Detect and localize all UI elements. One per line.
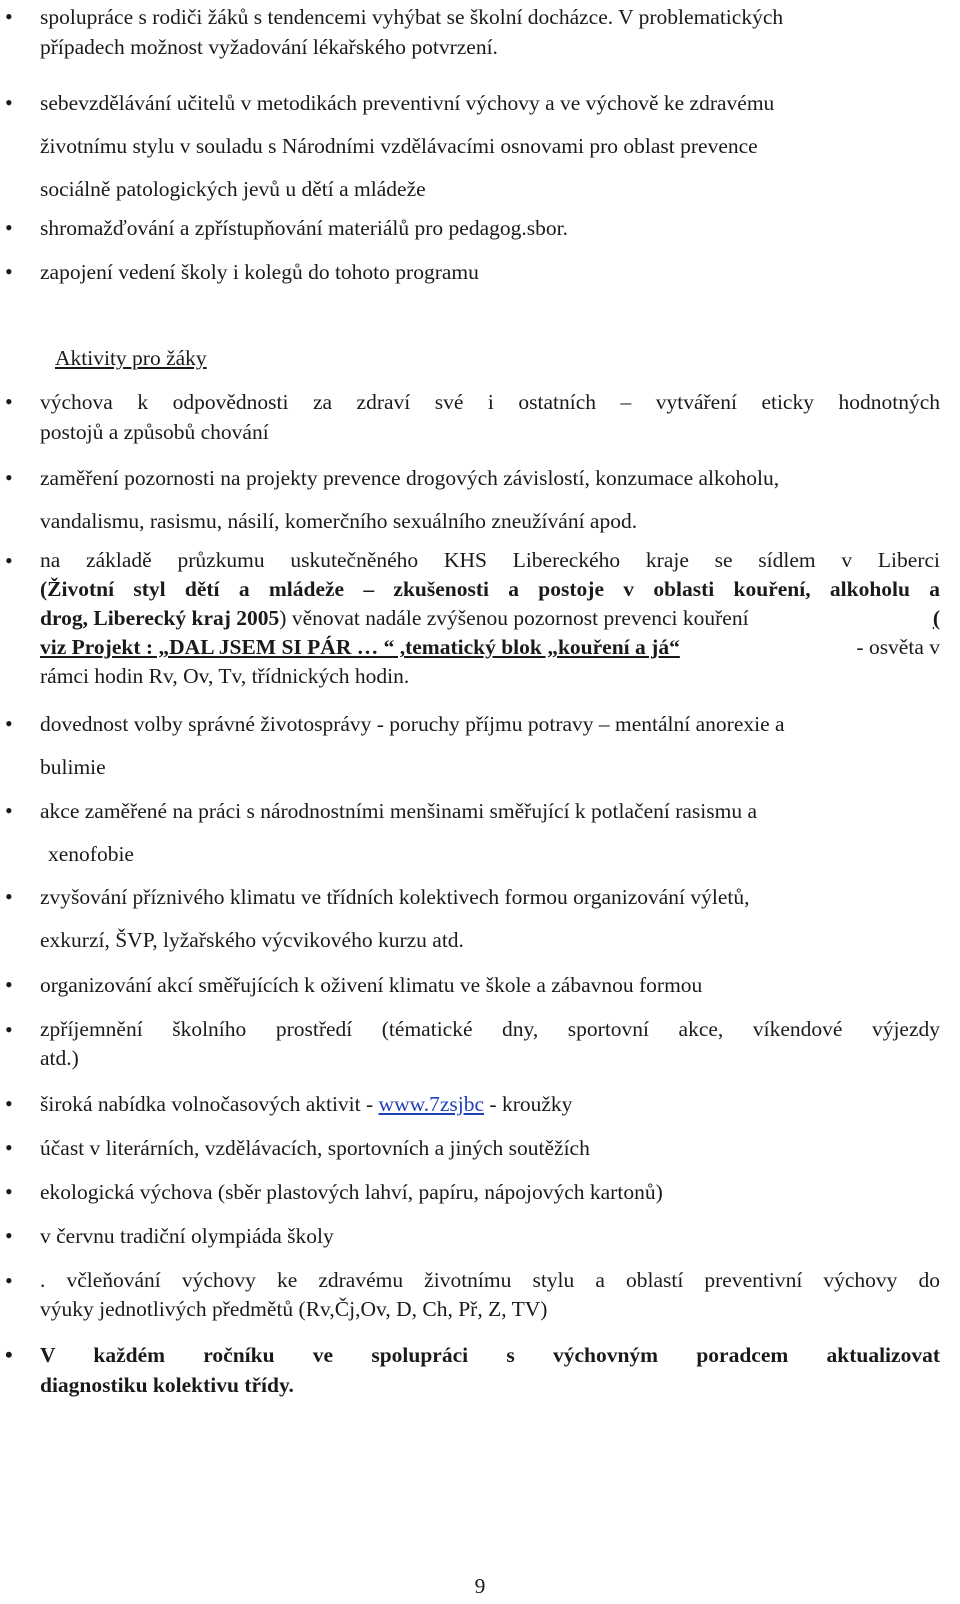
list-item-text: rámci hodin Rv, Ov, Tv, třídnických hodin. bbox=[40, 664, 410, 688]
bullet-icon: • bbox=[5, 711, 13, 736]
list-item-text: zapojení vedení školy i kolegů do tohoto programu bbox=[40, 260, 479, 284]
list-item-text: účast v literárních, vzdělávacích, sportovních a jiných soutěžích bbox=[40, 1136, 590, 1160]
list-item-text: ( bbox=[932, 606, 940, 630]
bullet-icon: • bbox=[5, 798, 13, 823]
list-item-text: v červnu tradiční olympiáda školy bbox=[40, 1224, 334, 1248]
list-item-text: zvyšování příznivého klimatu ve třídních kolektivech formou organizování výletů, bbox=[40, 885, 750, 909]
list-item bbox=[5, 2, 940, 62]
bullet-icon: • bbox=[5, 1268, 13, 1293]
list-item-text: výchova k odpovědnosti za zdraví své i ostatních – vytváření eticky hodnotných bbox=[40, 390, 940, 414]
list-item-text: sebevzdělávání učitelů v metodikách preventivní výchovy a ve výchově ke zdravému bbox=[40, 91, 775, 115]
list-item-text: organizování akcí směřujících k oživení klimatu ve škole a zábavnou formou bbox=[40, 973, 703, 997]
website-link[interactable]: www.7zsjbc bbox=[378, 1092, 485, 1116]
list-item-text-bold: V každém ročníku ve spolupráci s výchovným poradcem aktualizovat bbox=[40, 1343, 940, 1367]
list-item bbox=[5, 876, 940, 962]
list-item-text: výuky jednotlivých předmětů (Rv,Čj,Ov, D, Ch, Př, Z, TV) bbox=[40, 1297, 548, 1321]
list-item-text: - osvěta v bbox=[856, 635, 940, 659]
bullet-icon: • bbox=[5, 1017, 13, 1042]
bullet-icon: • bbox=[5, 1223, 13, 1248]
bullet-icon: • bbox=[5, 4, 13, 29]
bullet-icon: • bbox=[5, 1135, 13, 1160]
list-item-text: široká nabídka volnočasových aktivit - bbox=[40, 1092, 379, 1116]
list-item bbox=[5, 1089, 940, 1119]
list-item-line bbox=[40, 633, 940, 662]
bullet-icon: • bbox=[5, 884, 13, 909]
list-item-text: ) věnovat nadále zvýšenou pozornost prevenci kouření bbox=[279, 606, 749, 630]
list-item bbox=[5, 457, 940, 543]
list-item bbox=[5, 1266, 940, 1324]
list-item bbox=[5, 387, 940, 447]
list-item-text: akce zaměřené na práci s národnostními menšinami směřující k potlačení rasismu a bbox=[40, 799, 758, 823]
page-number: 9 bbox=[474, 1574, 486, 1598]
list-item bbox=[5, 546, 940, 691]
list-item bbox=[5, 1133, 940, 1163]
list-item bbox=[5, 82, 940, 211]
list-item-text: exkurzí, ŠVP, lyžařského výcvikového kurzu atd. bbox=[40, 928, 464, 952]
list-item bbox=[5, 257, 940, 287]
list-item bbox=[5, 1177, 940, 1207]
project-reference: viz Projekt : „DAL JSEM SI PÁR … “ ,tematický blok „kouření a já“ bbox=[40, 635, 680, 659]
list-item-text: případech možnost vyžadování lékařského potvrzení. bbox=[40, 35, 498, 59]
list-item-text: vandalismu, rasismu, násilí, komerčního sexuálního zneužívání apod. bbox=[40, 509, 638, 533]
list-item bbox=[5, 1340, 940, 1400]
publication-reference: drog, Liberecký kraj 2005 bbox=[40, 606, 280, 630]
list-item-text: sociálně patologických jevů u dětí a mládeže bbox=[40, 177, 426, 201]
list-item-text: bulimie bbox=[40, 755, 106, 779]
section-heading: Aktivity pro žáky bbox=[55, 346, 207, 370]
bullet-icon: • bbox=[5, 1342, 13, 1367]
list-item bbox=[5, 703, 940, 789]
list-item-text-bold: (Životní styl dětí a mládeže – zkušenosti a postoje v oblasti kouření, alkoholu a bbox=[40, 577, 940, 601]
list-item bbox=[5, 790, 940, 876]
bullet-icon: • bbox=[5, 90, 13, 115]
list-item-text: xenofobie bbox=[48, 842, 134, 866]
bullet-icon: • bbox=[5, 465, 13, 490]
bullet-icon: • bbox=[5, 972, 13, 997]
list-item-text: zaměření pozornosti na projekty prevence drogových závislostí, konzumace alkoholu, bbox=[40, 466, 780, 490]
bullet-icon: • bbox=[5, 1179, 13, 1204]
list-item-line bbox=[40, 604, 940, 633]
list-item-text: shromažďování a zpřístupňování materiálů pro pedagog.sbor. bbox=[40, 216, 568, 240]
list-item-text: ekologická výchova (sběr plastových lahví, papíru, nápojových kartonů) bbox=[40, 1180, 663, 1204]
bullet-icon: • bbox=[5, 259, 13, 284]
list-item-text: životnímu stylu v souladu s Národními vzdělávacími osnovami pro oblast prevence bbox=[40, 134, 758, 158]
list-item-text: atd.) bbox=[40, 1046, 79, 1070]
list-item-text: dovednost volby správné životosprávy - poruchy příjmu potravy – mentální anorexie a bbox=[40, 712, 785, 736]
list-item-text-bold: diagnostiku kolektivu třídy. bbox=[40, 1373, 294, 1397]
list-item bbox=[5, 1221, 940, 1251]
bullet-icon: • bbox=[5, 1091, 13, 1116]
list-item bbox=[5, 970, 940, 1000]
bullet-icon: • bbox=[5, 215, 13, 240]
list-item bbox=[5, 213, 940, 243]
list-item-text: na základě průzkumu uskutečněného KHS Libereckého kraje se sídlem v Liberci bbox=[40, 548, 940, 572]
list-item-text: . včleňování výchovy ke zdravému životnímu stylu a oblastí preventivní výchovy do bbox=[40, 1268, 940, 1292]
list-item-text: postojů a způsobů chování bbox=[40, 420, 269, 444]
bullet-icon: • bbox=[5, 389, 13, 414]
list-item-text: zpříjemnění školního prostředí (tématické dny, sportovní akce, víkendové výjezdy bbox=[40, 1017, 940, 1041]
list-item-text: - kroužky bbox=[484, 1092, 573, 1116]
bullet-icon: • bbox=[5, 548, 13, 573]
list-item bbox=[5, 1015, 940, 1073]
list-item-text: spolupráce s rodiči žáků s tendencemi vyhýbat se školní docházce. V problematických bbox=[40, 5, 784, 29]
